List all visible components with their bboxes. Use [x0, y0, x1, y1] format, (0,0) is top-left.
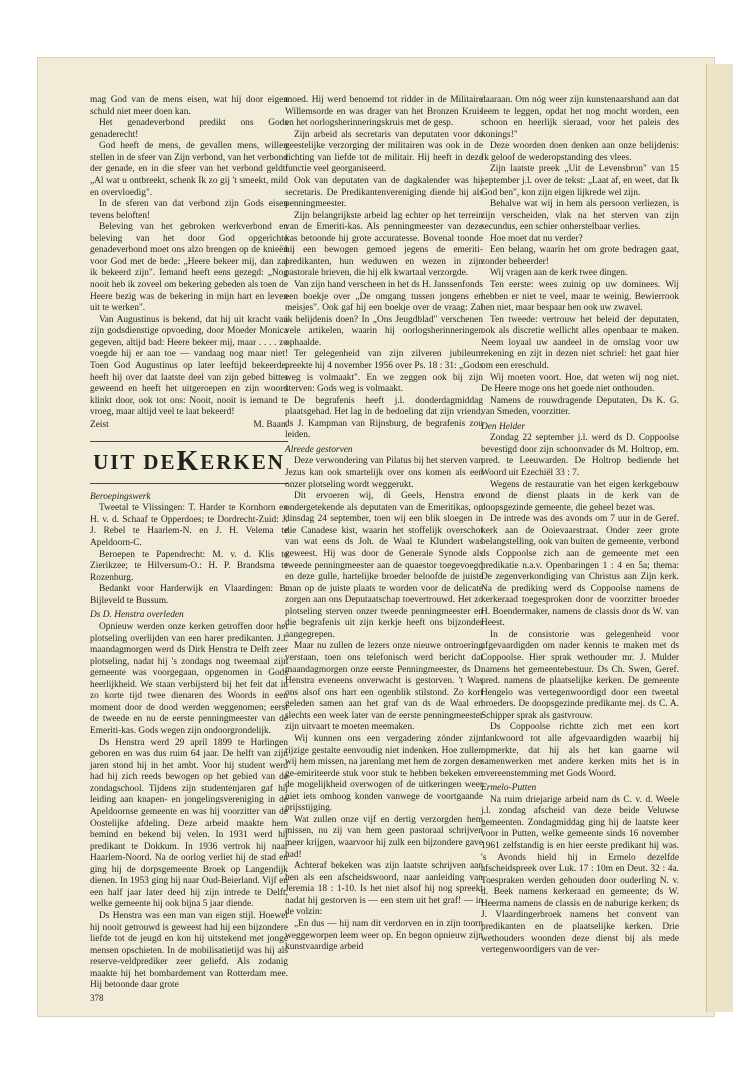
paragraph: In de sferen van dat verbond zijn Gods eisen tevens beloften! [90, 199, 288, 221]
paragraph: Ds Coppoolse richtte zich met een kort dankwoord tot alle afgevaardigden waarbij hij opmerkte, dat hij als het kan gaarne wil samenwerken met andere kerken mits het is in overeenstemming met Gods Woord. [481, 722, 679, 779]
paragraph: mag God van de mens eisen, wat hij door eigen schuld niet meer doen kan. [90, 95, 288, 117]
paragraph: Opnieuw werden onze kerken getroffen door het plotseling overlijden van een harer predikanten. J.l. maandagmorgen werd ds Dirk Henstra te Delft zeer plotseling, nadat hij 's zondags nog tweemaal zijn gemeente was voorgegaan, opgenomen in Gods heerlijkheid. We staan verbijsterd bij het feit dat in zo korte tijd twee dienaren des Woords in een moment door de dood werden weggenomen; eerst de tweede en nu de eerste penningmeester van de Emeriti-kas. Gods wegen zijn ondoorgrondelijk. [90, 621, 288, 736]
paragraph: Ds Henstra werd 29 april 1899 te Harlingen geboren en was dus ruim 64 jaar. De helft van zijn jaren stond hij in het ambt. Voor hij student werd had hij zich reeds bewogen op het gebied van de zondagschool. Tijdens zijn studentenjaren gaf hij leiding aan knapen- en jongelingsvereniging in de Apeldoornse gemeente en was hij voorzitter van de Oostelijke afdeling. Deze arbeid maakte hem bemind en bekend bij velen. In 1931 werd hij predikant te Dokkum. In 1936 vertrok hij naar Haarlem-Noord. Na de oorlog verliet hij de stad en ging hij de dorpsgemeente Broek op Langendijk dienen. In 1953 ging hij naar Oud-Beierland. Vijf en een half jaar later deed hij zijn intrede te Delft, welke gemeente hij ook bijna 5 jaar diende. [90, 737, 288, 910]
paragraph: Ter gelegenheid van zijn zilveren jubileum preekte hij 4 november 1956 over Ps. 18 : 31: „Gods weg is volmaakt". En we zeggen ook bij zijn sterven: Gods weg is volmaakt. [285, 349, 483, 395]
masthead-part-1: UIT DE [93, 449, 177, 474]
paragraph: Wij kunnen ons een vergadering zónder zijn rijzige gestalte eenvoudig niet indenken. Hoe zullen wij hem missen, na jarenlang met hem de zorgen der ge-emiriteerde stuk voor stuk te hebben bekeken en de mogelijkheid overwogen of de uitkeringen weer niet iets omhoog konden vanwege de voortgaande prijsstijging. [285, 733, 483, 814]
subheading-den-helder: Den Helder [481, 421, 525, 432]
masthead-part-2: ERKEN [200, 449, 285, 474]
masthead-initial: K [176, 446, 201, 478]
paragraph: Ten eerste: wees zuinig op uw dominees. Wij hebben er niet te veel, maar te weinig. Bewierrook hen niet, maar bespaar hen ook uw zwavel. [481, 280, 679, 314]
paragraph: „En dus — hij nam dit verdorven en in zijn toorn weggeworpen leem weer op. En begon opnieuw zijn kunstvaardige arbeid [285, 918, 483, 953]
paragraph: Deze woorden doen denken aan onze belijdenis: Ik geloof de wederopstanding des vlees. [481, 141, 679, 163]
signature-name: M. Baan. [253, 419, 288, 430]
paragraph: Een belang, waarin het om grote bedragen gaat, zonder beheerder! [481, 245, 679, 267]
subheading-ermelo-putten: Ermelo-Putten [481, 783, 537, 794]
paragraph: Namens de rouwdragende Deputaten, Ds K. G. van Smeden, voorzitter. [481, 395, 679, 418]
paragraph: Ten tweede: vertrouw het beleid der deputaten, ook als discretie wellicht alles openbaar te maken. Neem loyaal uw aandeel in de omslag voor uw rekening en zijt in dezen niet schriel: het gaat hier om een ereschuld. [481, 314, 679, 371]
paragraph: Hoe moet dat nu verder? [490, 233, 583, 244]
paragraph: De begrafenis heeft j.l. donderdagmiddag plaatsgehad. Het lag in de bedoeling dat zijn vriend, ds J. Kampman van Rijnsburg, de begrafenis zou leiden. [285, 395, 483, 441]
paragraph: Tweetal te Vlissingen: T. Harder te Kornhorn en H. v. d. Schaaf te Opperdoes; te Dordrecht-Zuid: J. J. Rebel te Haarlem-N. en J. H. Velema te Apeldoorn-C. [90, 503, 288, 548]
paragraph: Bedankt voor Harderwijk en Vlaardingen: B. Bijleveld te Bussum. [90, 584, 288, 606]
paragraph: In de consistorie was gelegenheid voor afgevaardigden om nader kennis te maken met ds Coppoolse. Hier sprak wethouder mr. J. Mulder namens het gemeentebestuur. Ds Ch. Swen, Geref. pred. namens de plaatselijke kerken. De gemeente Hengelo was vertegenwoordigd door een tweetal broeders. De doopsgezinde predikante mej. ds C. A. Schipper sprak als gastvrouw. [481, 629, 679, 721]
next-page-edge [706, 64, 733, 1012]
paragraph: Behalve wat wij in hem als persoon verliezen, is zijn verscheiden, vlak na het sterven van zijn secundus, een schier onherstelbaar verlies. [481, 199, 679, 233]
paragraph: Beleving van het gebroken werkverbond en beleving van het door God opgerichte genadeverbond moet ons alzo brengen op de knieën voor God met de bede: „Heere bekeer mij, dan zal ik bekeerd zijn". Iemand heeft eens gezegd: „Nog nooit heb ik zoveel om bekering gebeden als toen de Heere bezig was de bekering in mijn hart en leven uit te werken". [90, 222, 288, 314]
paragraph: Achteraf bekeken was zijn laatste schrijven aan hen als een afscheidswoord, naar aanleiding van Jeremia 18 : 1-10. Is het niet alsof hij nog spreekt nadat hij gestorven is — een stem uit het graf! — in de volzin: [285, 861, 483, 918]
paragraph: Het genadeverbond predikt ons Gods genaderecht! [90, 118, 288, 140]
paragraph: Maar nu zullen de lezers onze nieuwe ontroering verstaan, toen ons telefonisch werd bericht dat maandagmorgen onze eerste Penningmeester, ds D. Henstra eveneens onverwacht is gestorven. 't Was ons alsof ons hart een ogenblik stilstond. Zo kort geleden samen aan het graf van ds de Waal en slechts een week later van de eerste penningmeester zijn uitvaart te moeten meemaken. [285, 641, 483, 733]
column-2 [285, 95, 483, 954]
paragraph: Zondag 22 september j.l. werd ds D. Coppoolse bevestigd door zijn schoonvader ds M. Holtrop, em. pred. te Leeuwarden. De Holtrop bediende het Woord uit Ezechiël 33 : 7. [481, 433, 679, 478]
paragraph: Wegens de restauratie van het eigen kerkgebouw vond de dienst plaats in de kerk van de doopsgezinde gemeente, die geheel bezet was. [481, 479, 679, 513]
signature-line [90, 420, 288, 432]
signature-place: Zeist [90, 419, 109, 430]
paragraph: Dit ervoeren wij, di Geels, Henstra en ondergetekende als deputaten van de Emeritikas, op dinsdag 24 september, toen wij een blik sloegen in die Canadese kist, waarin het stoffelijk overschot van wat eens ds Joh. de Waal te Klundert was geweest. Hij was door de Generale Synode als tweede penningmeester aan de quaestor toegevoegd en deze gulle, hartelijke broeder beloofde de juiste man op de juiste plaats te worden voor de delicate zorgen aan ons Deputaatschap toevertrouwd. Het zo plotseling sterven onzer tweede penningmeester en die begrafenis uit zijn kerkje heeft ons bijzonder aangegrepen. [285, 491, 483, 640]
paragraph: Beroepen te Papendrecht: M. v. d. Klis te Zierikzee; te Hilversum-O.: H. P. Brandsma te Rozenburg. [90, 549, 288, 583]
subheading-beroepingswerk: Beroepingswerk [90, 491, 151, 502]
column-1 [90, 95, 288, 992]
paragraph: Wat zullen onze vijf en dertig verzorgden hem missen, nu zij van hem geen pastoraal schrijven meer krijgen, waarvoor hij zulk een bijzondere gave had! [285, 814, 483, 860]
paragraph: Zijn laatste preek „Uit de Levensbron" van 15 september j.l. over de tekst: „Laat af, en weet, dat Ik God ben", kon zijn eigen lijkrede wel zijn. [481, 164, 679, 198]
paragraph: Van zijn hand verscheen in het ds H. Janssenfonds een boekje over „De omgang tussen jongens en meisjes". Ook gaf hij een boekje over de vraag: Zal ik belijdenis doen? In „Ons Jeugdblad" verschenen vele artikelen, waarin hij oorlogsherinneringen ophaalde. [285, 280, 483, 348]
paragraph: Ook van deputaten van de dagkalender was hij secretaris. De Predikantenvereniging diende hij als penningmeester. [285, 175, 483, 210]
subheading-alreede: Alreede gestorven [285, 444, 353, 455]
page-number: 378 [90, 993, 104, 1003]
paragraph: Wij vragen aan de kerk twee dingen. [490, 268, 628, 279]
paragraph: Deze verwondering van Pilatus bij het sterven van Jezus kan ook smartelijk over ons komen als een onzer plotseling wordt weggerukt. [285, 456, 483, 490]
paragraph: Zijn belangrijkste arbeid lag echter op het terrein van de Emeriti-kas. Als penningmeester van deze kas betoonde hij grote accuratesse. Bovenal toonde hij een bewogen gemoed jegens de emeriti-predikanten, hun weduwen en wezen in zijn pastorale brieven, die hij elk kwartaal verzorgde. [285, 210, 483, 279]
section-masthead [90, 441, 288, 483]
paragraph: Wij moeten voort. Hoe, dat weten wij nog niet. De Heere moge ons het goede niet onthouden. [481, 372, 679, 395]
subheading-henstra: Ds D. Henstra overleden [90, 610, 184, 621]
column-3 [481, 95, 679, 957]
paragraph: moed. Hij werd benoemd tot ridder in de Militaire Willemsorde en was drager van het Bronzen Kruis en het oorlogsherinneringskruis met de gesp. [285, 95, 483, 129]
paragraph: Zijn arbeid als secretaris van deputaten voor de geestelijke verzorging der militairen was ook in de richting van liefde tot de militair. Hij heeft in deze functie veel georganiseerd. [285, 129, 483, 175]
paragraph: Na ruim driejarige arbeid nam ds C. v. d. Weele j.l. zondag afscheid van deze beide Veluwse gemeenten. Zondagmiddag ging hij de laatste keer voor in Putten, welke gemeente sinds 16 november 1961 zelfstandig is en hier eerste predikant hij was. 's Avonds hield hij in Ermelo dezelfde afscheidspreek over Luk. 17 : 10m en Deut. 32 : 4a. Toespraken werden gehouden door ouderling N. v. d. Beek namens kerkeraad en gemeente; ds W. Heerma namens de classis en de naburige kerken; ds J. Vlaardingerbroek namens het convent van predikanten en de plaatselijke kerken. Drie wethouders woonden deze dienst bij als mede vertegenwoordigers van de ver- [481, 794, 679, 956]
paragraph: Ds Henstra was een man van eigen stijl. Hoewel hij nooit getrouwd is geweest had hij een bijzondere liefde tot de jeugd en kon hij uitstekend met jonge mensen opschieten. In de mobilisatietijd was hij als reserve-veldprediker zeer geliefd. Als zodanig maakte hij het bombardement van Rotterdam mee. Hij betoonde daar grote [90, 911, 288, 991]
paragraph: De intrede was des avonds om 7 uur in de Geref. kerk aan de Ooievaarstraat. Onder zeer grote belangstelling, ook van buiten de gemeente, verbond ds Coppoolse zich aan de gemeente met een predikatie n.a.v. Openbaringen 1 : 4 en 5a; thema: De zegenverkondiging van Christus aan Zijn kerk. Na de prediking werd ds Coppoolse namens de kerkeraad toegesproken door de voorzitter broeder H. Boendermaker, namens de classis door ds W. van Heest. [481, 514, 679, 629]
paragraph: God heeft de mens, de gevallen mens, willen stellen in de sfeer van Zijn verbond, van het verbond der genade, en in die sfeer van het verbond geldt: „Al wat u ontbreekt, schenk Ik zo gij 't smeekt, mild en overvloedig". [90, 141, 288, 198]
paragraph: Van Augustinus is bekend, dat hij uit kracht van zijn godsdienstige opvoeding, door Moeder Monica gegeven, altijd bad: Heere bekeer mij, maar . . . . zo voegde hij er aan toe — vandaag nog maar niet! Toen God Augustinus op later leeftijd bekeerde, heeft hij over dat laatste deel van zijn gebed bitter geweend en heeft het uitgeroepen en zijn woord klinkt door, ook tot ons: Nooit, nooit is iemand te vroeg, maar altijd veel te laat bekeerd! [90, 314, 288, 418]
paragraph: daaraan. Om nóg weer zijn kunstenaarshand aan dat leem te leggen, opdat het nog mocht worden, een schoon en heerlijk sieraad, voor het paleis des konings!" [481, 95, 679, 140]
